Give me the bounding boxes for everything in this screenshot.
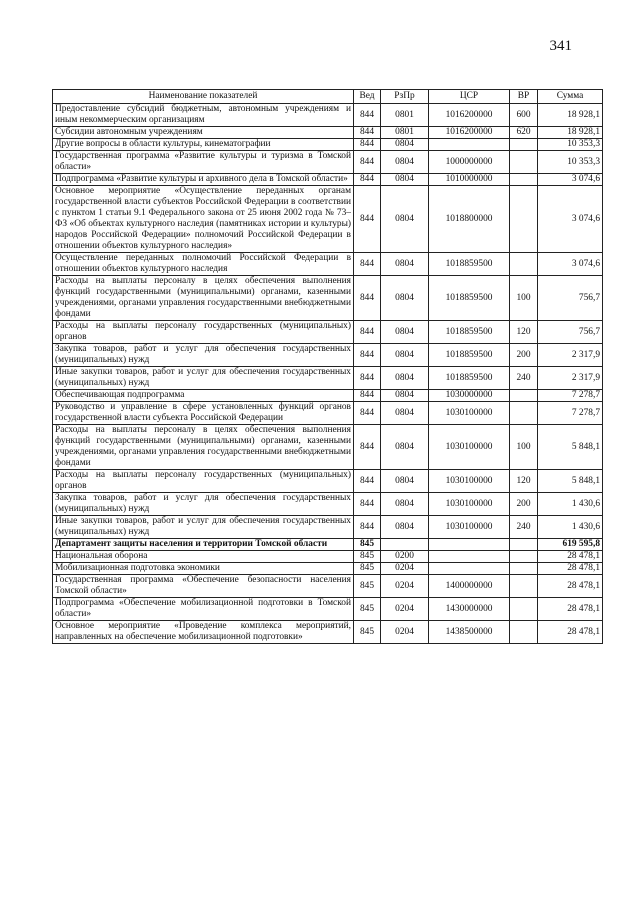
- cell-ved: 844: [354, 253, 381, 276]
- table-row: [53, 551, 603, 563]
- cell-rzpr: 0204: [381, 621, 429, 644]
- cell-ved: 844: [354, 493, 381, 516]
- cell-name: Закупка товаров, работ и услуг для обеспечения государственных (муниципальных) нужд: [53, 493, 354, 516]
- table-row: [53, 516, 603, 539]
- cell-name: Расходы на выплаты персоналу государственных (муниципальных) органов: [53, 321, 354, 344]
- cell-csr: 1030100000: [429, 470, 510, 493]
- cell-sum: 28 478,1: [538, 598, 603, 621]
- cell-name: Обеспечивающая подпрограмма: [53, 390, 354, 402]
- cell-ved: 845: [354, 539, 381, 551]
- table-row: [53, 621, 603, 644]
- cell-ved: 844: [354, 344, 381, 367]
- cell-sum: 10 353,3: [538, 139, 603, 151]
- page-number: 341: [549, 38, 572, 54]
- cell-rzpr: 0801: [381, 104, 429, 127]
- cell-vr: 600: [510, 104, 538, 127]
- cell-rzpr: 0804: [381, 516, 429, 539]
- table-row: [53, 276, 603, 321]
- header-name: Наименование показателей: [53, 90, 354, 104]
- table-row: [53, 104, 603, 127]
- cell-vr: [510, 151, 538, 174]
- cell-sum: 2 317,9: [538, 344, 603, 367]
- cell-csr: 1030100000: [429, 425, 510, 470]
- table-row: [53, 253, 603, 276]
- table-body: [53, 104, 603, 644]
- cell-vr: 100: [510, 425, 538, 470]
- cell-sum: 3 074,6: [538, 186, 603, 253]
- cell-csr: 1018859500: [429, 321, 510, 344]
- table-row: [53, 127, 603, 139]
- cell-rzpr: 0801: [381, 127, 429, 139]
- table-row: [53, 321, 603, 344]
- cell-name: Субсидии автономным учреждениям: [53, 127, 354, 139]
- cell-csr: 1010000000: [429, 174, 510, 186]
- cell-csr: [429, 563, 510, 575]
- cell-ved: 844: [354, 127, 381, 139]
- cell-rzpr: 0204: [381, 598, 429, 621]
- cell-ved: 844: [354, 470, 381, 493]
- cell-rzpr: 0804: [381, 151, 429, 174]
- cell-name: Основное мероприятие «Осуществление переданных органам государственной власти субъектов Российской Федерации в соответствии с пунктом 1 статьи 9.1 Федерального закона от 25 июня 2002 года № 73–ФЗ «Об объектах культурного наследия (памятниках истории и культуры) народов Российской Федерации» полномочий Российской Федерации в отношении объектов культурного наследия»: [53, 186, 354, 253]
- cell-name: Иные закупки товаров, работ и услуг для обеспечения государственных (муниципальных) нужд: [53, 367, 354, 390]
- cell-rzpr: 0804: [381, 186, 429, 253]
- cell-sum: 18 928,1: [538, 104, 603, 127]
- cell-sum: 5 848,1: [538, 425, 603, 470]
- cell-csr: 1018859500: [429, 253, 510, 276]
- cell-ved: 844: [354, 516, 381, 539]
- cell-sum: 7 278,7: [538, 402, 603, 425]
- cell-rzpr: 0804: [381, 390, 429, 402]
- cell-ved: 844: [354, 321, 381, 344]
- cell-vr: 200: [510, 344, 538, 367]
- cell-ved: 845: [354, 575, 381, 598]
- cell-name: Мобилизационная подготовка экономики: [53, 563, 354, 575]
- cell-name: Иные закупки товаров, работ и услуг для обеспечения государственных (муниципальных) нужд: [53, 516, 354, 539]
- cell-csr: 1400000000: [429, 575, 510, 598]
- cell-name: Расходы на выплаты персоналу в целях обеспечения выполнения функций государственными (муниципальными) органами, казенными учреждениями, органами управления государственными внебюджетными фондами: [53, 276, 354, 321]
- cell-rzpr: [381, 539, 429, 551]
- cell-ved: 844: [354, 186, 381, 253]
- cell-vr: 240: [510, 367, 538, 390]
- cell-ved: 844: [354, 425, 381, 470]
- cell-rzpr: 0204: [381, 575, 429, 598]
- table-row: [53, 344, 603, 367]
- cell-ved: 844: [354, 151, 381, 174]
- cell-sum: 756,7: [538, 321, 603, 344]
- cell-sum: 18 928,1: [538, 127, 603, 139]
- cell-sum: 1 430,6: [538, 493, 603, 516]
- cell-csr: 1016200000: [429, 104, 510, 127]
- cell-ved: 844: [354, 104, 381, 127]
- cell-name: Государственная программа «Обеспечение безопасности населения Томской области»: [53, 575, 354, 598]
- table-row: [53, 575, 603, 598]
- table-row: [53, 151, 603, 174]
- table-row: [53, 174, 603, 186]
- cell-sum: 7 278,7: [538, 390, 603, 402]
- cell-vr: [510, 598, 538, 621]
- cell-rzpr: 0804: [381, 174, 429, 186]
- cell-csr: 1018859500: [429, 367, 510, 390]
- cell-name: Подпрограмма «Обеспечение мобилизационной подготовки в Томской области»: [53, 598, 354, 621]
- cell-sum: 1 430,6: [538, 516, 603, 539]
- cell-rzpr: 0804: [381, 493, 429, 516]
- cell-csr: 1030100000: [429, 493, 510, 516]
- cell-vr: 100: [510, 276, 538, 321]
- cell-name: Осуществление переданных полномочий Российской Федерации в отношении объектов культурного наследия: [53, 253, 354, 276]
- cell-rzpr: 0804: [381, 367, 429, 390]
- header-sum: Сумма: [538, 90, 603, 104]
- table-row: [53, 425, 603, 470]
- header-vr: ВР: [510, 90, 538, 104]
- header-rzpr: РзПр: [381, 90, 429, 104]
- cell-vr: 620: [510, 127, 538, 139]
- cell-ved: 844: [354, 390, 381, 402]
- cell-sum: 2 317,9: [538, 367, 603, 390]
- table-row: [53, 598, 603, 621]
- cell-csr: 1030100000: [429, 516, 510, 539]
- cell-name: Расходы на выплаты персоналу государственных (муниципальных) органов: [53, 470, 354, 493]
- table-row: [53, 139, 603, 151]
- table-row: [53, 493, 603, 516]
- cell-rzpr: 0804: [381, 344, 429, 367]
- table-row: [53, 367, 603, 390]
- cell-ved: 844: [354, 174, 381, 186]
- cell-vr: 120: [510, 470, 538, 493]
- cell-name: Закупка товаров, работ и услуг для обеспечения государственных (муниципальных) нужд: [53, 344, 354, 367]
- cell-rzpr: 0804: [381, 470, 429, 493]
- cell-csr: [429, 551, 510, 563]
- cell-ved: 844: [354, 139, 381, 151]
- cell-vr: [510, 575, 538, 598]
- cell-csr: 1000000000: [429, 151, 510, 174]
- cell-ved: 845: [354, 551, 381, 563]
- cell-name: Национальная оборона: [53, 551, 354, 563]
- cell-ved: 845: [354, 598, 381, 621]
- cell-sum: 5 848,1: [538, 470, 603, 493]
- cell-sum: 28 478,1: [538, 551, 603, 563]
- cell-rzpr: 0204: [381, 563, 429, 575]
- cell-vr: [510, 390, 538, 402]
- cell-vr: 200: [510, 493, 538, 516]
- cell-vr: [510, 174, 538, 186]
- cell-vr: [510, 186, 538, 253]
- cell-name: Государственная программа «Развитие культуры и туризма в Томской области»: [53, 151, 354, 174]
- cell-vr: [510, 139, 538, 151]
- cell-ved: 844: [354, 402, 381, 425]
- cell-vr: [510, 551, 538, 563]
- table-row: [53, 402, 603, 425]
- cell-csr: 1016200000: [429, 127, 510, 139]
- cell-rzpr: 0804: [381, 425, 429, 470]
- cell-rzpr: 0804: [381, 321, 429, 344]
- cell-sum: 28 478,1: [538, 575, 603, 598]
- cell-sum: 3 074,6: [538, 253, 603, 276]
- cell-name: Основное мероприятие «Проведение комплекса мероприятий, направленных на обеспечение мобилизационной подготовки»: [53, 621, 354, 644]
- table-row: [53, 539, 603, 551]
- cell-sum: 756,7: [538, 276, 603, 321]
- cell-csr: [429, 139, 510, 151]
- cell-csr: 1430000000: [429, 598, 510, 621]
- cell-rzpr: 0804: [381, 139, 429, 151]
- cell-vr: [510, 253, 538, 276]
- cell-csr: 1030000000: [429, 390, 510, 402]
- table-row: [53, 186, 603, 253]
- table-row: [53, 470, 603, 493]
- cell-vr: 120: [510, 321, 538, 344]
- cell-vr: [510, 539, 538, 551]
- cell-rzpr: 0804: [381, 276, 429, 321]
- cell-sum: 3 074,6: [538, 174, 603, 186]
- cell-name: Другие вопросы в области культуры, кинематографии: [53, 139, 354, 151]
- cell-sum: 619 595,8: [538, 539, 603, 551]
- budget-table: [52, 89, 603, 644]
- cell-csr: 1018859500: [429, 276, 510, 321]
- header-row: [53, 90, 603, 104]
- cell-name: Департамент защиты населения и территории Томской области: [53, 539, 354, 551]
- cell-vr: [510, 621, 538, 644]
- cell-rzpr: 0804: [381, 253, 429, 276]
- cell-sum: 28 478,1: [538, 563, 603, 575]
- cell-name: Руководство и управление в сфере установленных функций органов государственной власти субъекта Российской Федерации: [53, 402, 354, 425]
- cell-ved: 845: [354, 563, 381, 575]
- cell-csr: 1018859500: [429, 344, 510, 367]
- cell-sum: 10 353,3: [538, 151, 603, 174]
- cell-sum: 28 478,1: [538, 621, 603, 644]
- cell-name: Расходы на выплаты персоналу в целях обеспечения выполнения функций государственными (муниципальными) органами, казенными учреждениями, органами управления государственными внебюджетными фондами: [53, 425, 354, 470]
- cell-name: Подпрограмма «Развитие культуры и архивного дела в Томской области»: [53, 174, 354, 186]
- cell-ved: 844: [354, 276, 381, 321]
- cell-csr: [429, 539, 510, 551]
- cell-rzpr: 0200: [381, 551, 429, 563]
- cell-ved: 844: [354, 367, 381, 390]
- cell-csr: 1018800000: [429, 186, 510, 253]
- table-row: [53, 390, 603, 402]
- cell-rzpr: 0804: [381, 402, 429, 425]
- cell-csr: 1030100000: [429, 402, 510, 425]
- header-csr: ЦСР: [429, 90, 510, 104]
- cell-csr: 1438500000: [429, 621, 510, 644]
- cell-ved: 845: [354, 621, 381, 644]
- cell-name: Предоставление субсидий бюджетным, автономным учреждениям и иным некоммерческим организациям: [53, 104, 354, 127]
- cell-vr: 240: [510, 516, 538, 539]
- cell-vr: [510, 563, 538, 575]
- table-row: [53, 563, 603, 575]
- cell-vr: [510, 402, 538, 425]
- header-ved: Вед: [354, 90, 381, 104]
